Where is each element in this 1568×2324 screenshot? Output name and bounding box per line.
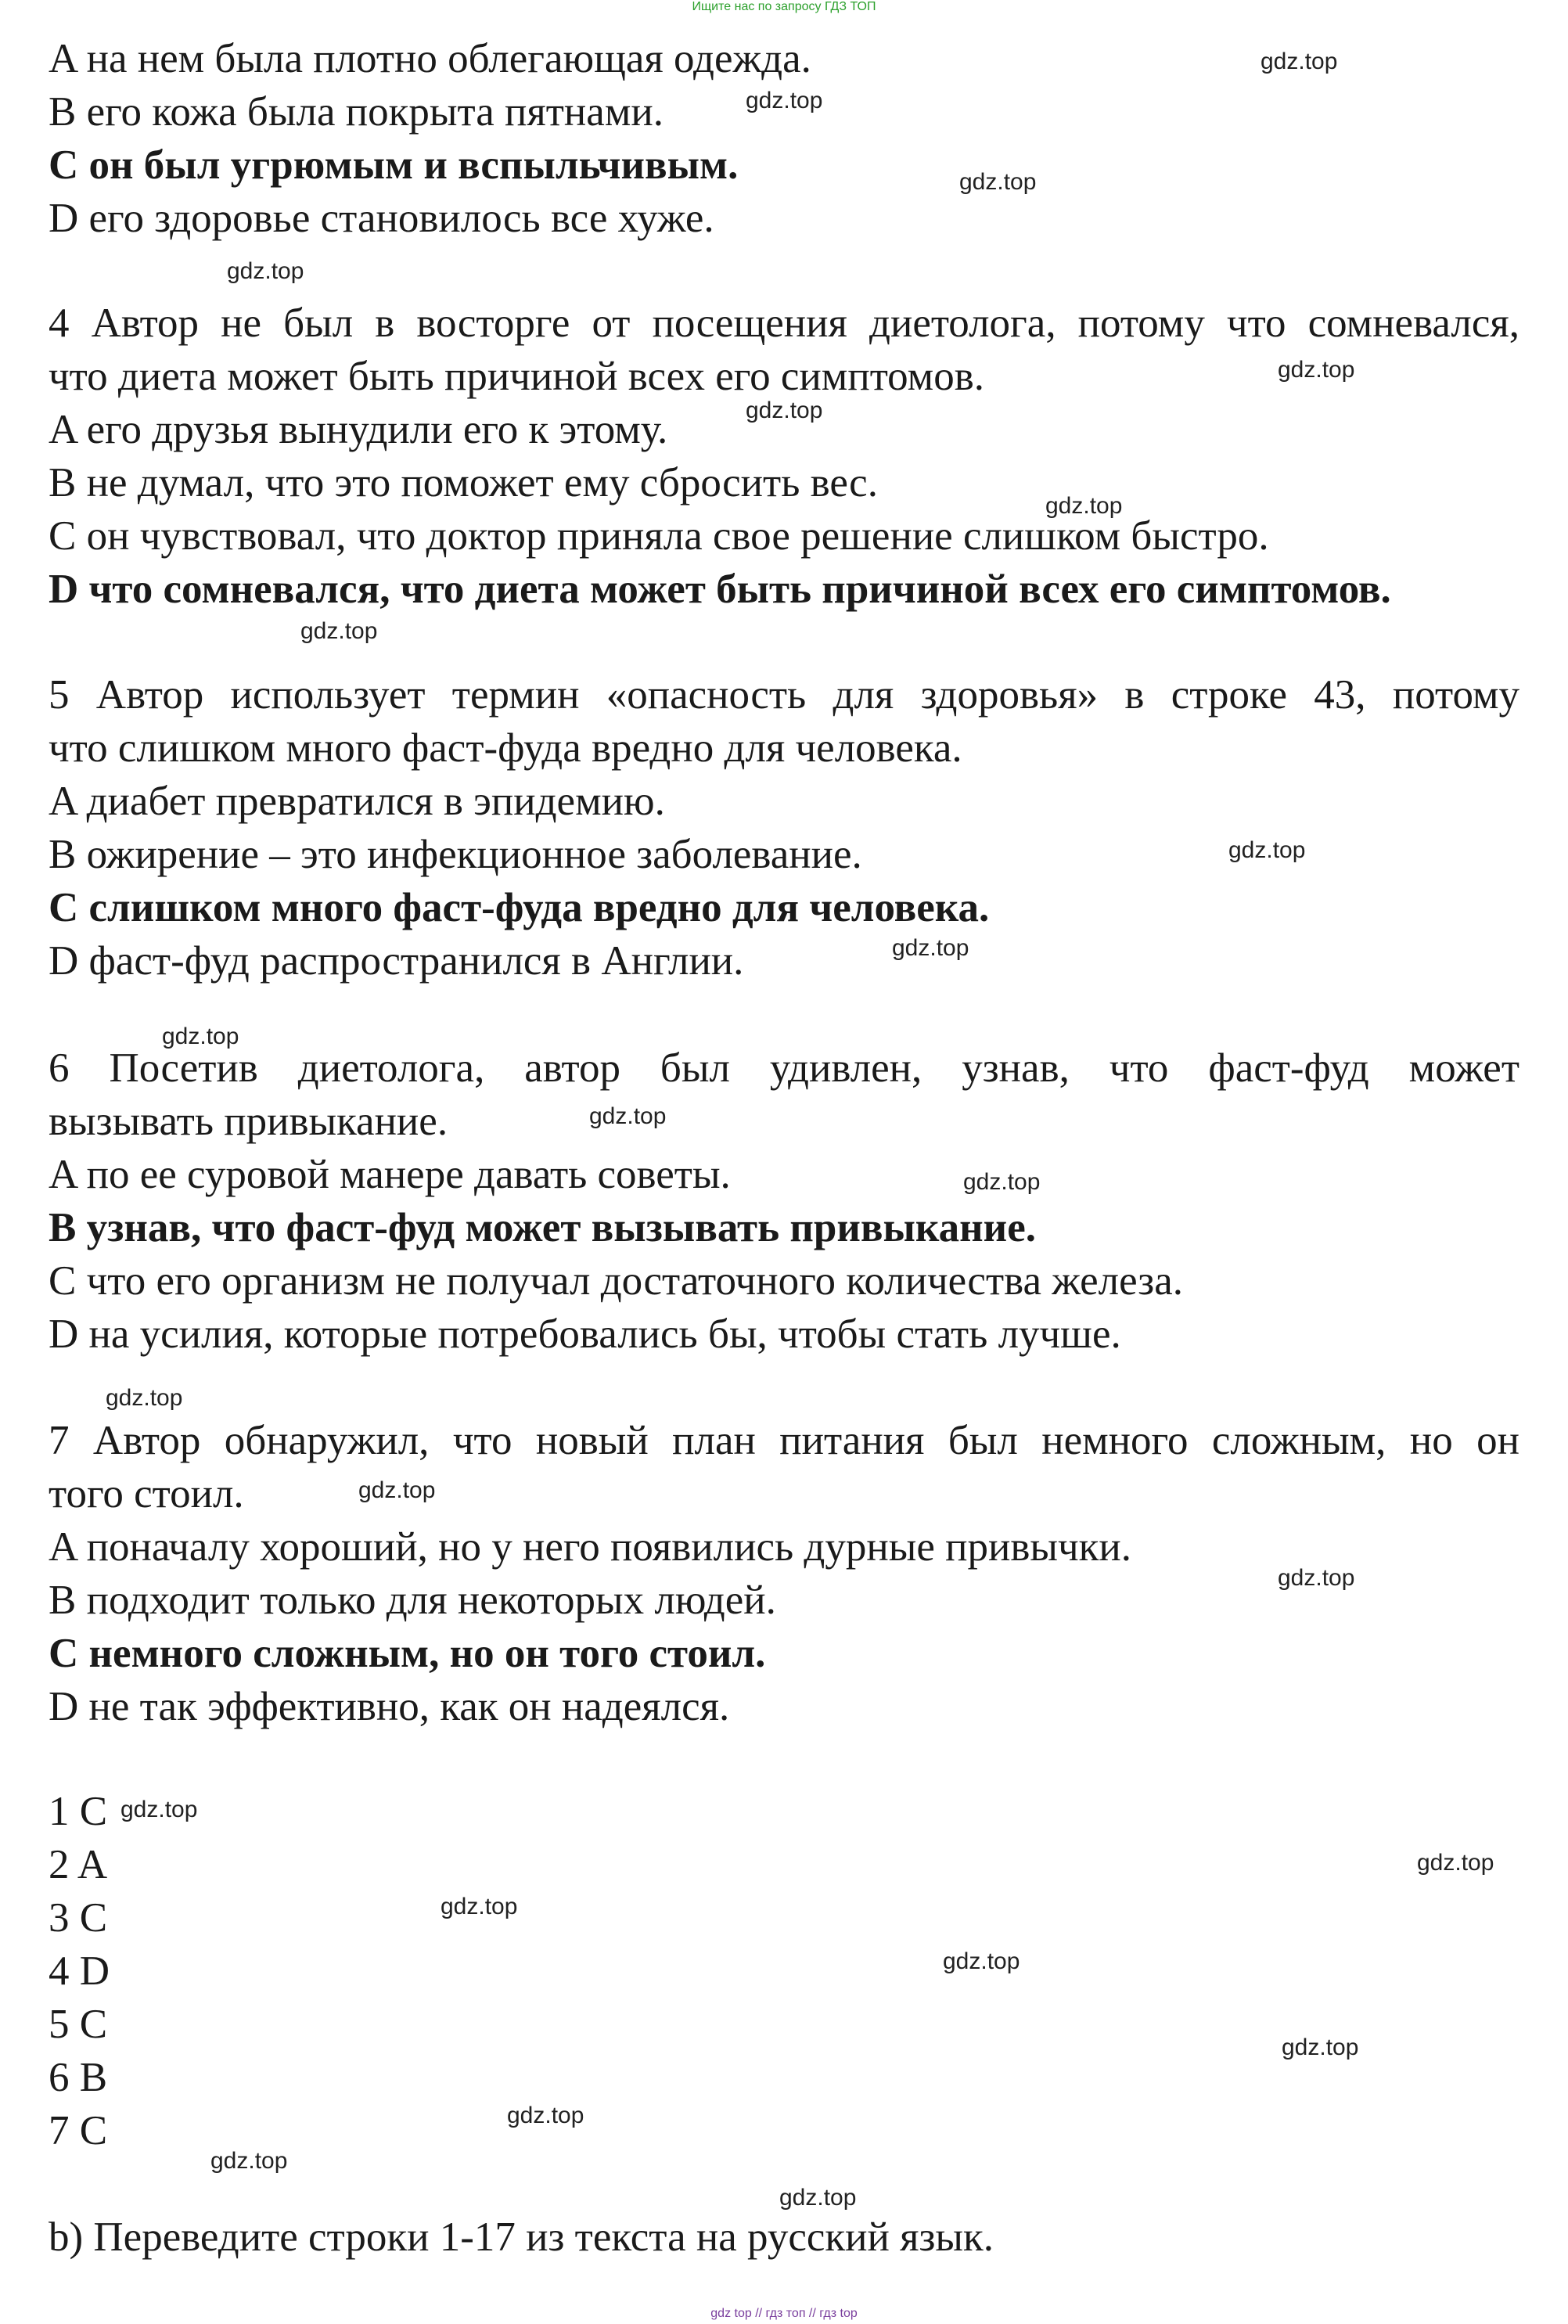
answer-3: 3 C xyxy=(49,1895,108,1941)
watermark: gdz.top xyxy=(300,618,378,644)
q4-option-a: A его друзья вынудили его к этому. xyxy=(49,407,668,452)
answer-1: 1 C xyxy=(49,1789,108,1834)
watermark: gdz.top xyxy=(943,1948,1020,1974)
watermark: gdz.top xyxy=(1278,357,1355,383)
answer-2: 2 A xyxy=(49,1842,108,1887)
q6-option-a: A по ее суровой манере давать советы. xyxy=(49,1152,731,1197)
q3-option-d: D его здоровье становилось все хуже. xyxy=(49,196,714,241)
watermark: gdz.top xyxy=(227,258,304,284)
q6-option-b-correct: B узнав, что фаст-фуд может вызывать привыкание. xyxy=(49,1205,1036,1250)
q7-option-d: D не так эффективно, как он надеялся. xyxy=(49,1684,730,1729)
q3-option-b: B его кожа была покрыта пятнами. xyxy=(49,89,664,135)
task-b: b) Переведите строки 1-17 из текста на русский язык. xyxy=(49,2214,994,2260)
watermark: gdz.top xyxy=(106,1385,183,1411)
watermark: gdz.top xyxy=(507,2103,584,2128)
q7-option-c-correct: C немного сложным, но он того стоил. xyxy=(49,1631,766,1676)
top-banner[interactable]: Ищите нас по запросу ГДЗ ТОП xyxy=(692,0,876,13)
watermark: gdz.top xyxy=(162,1023,239,1049)
watermark: gdz.top xyxy=(1045,493,1123,519)
watermark: gdz.top xyxy=(779,2185,857,2211)
q6-stem-line-2: вызывать привыкание. xyxy=(49,1099,448,1144)
q3-option-a: A на нем была плотно облегающая одежда. xyxy=(49,36,811,81)
watermark: gdz.top xyxy=(1417,1850,1494,1876)
answer-4: 4 D xyxy=(49,1948,110,1994)
q4-option-b: B не думал, что это поможет ему сбросить вес. xyxy=(49,460,878,505)
q7-option-b: B подходит только для некоторых людей. xyxy=(49,1578,776,1623)
bottom-banner[interactable]: gdz top // гдз топ // гдз top xyxy=(710,2307,858,2320)
q7-stem-line-2: того стоил. xyxy=(49,1471,244,1516)
q7-stem-line-1: 7 Автор обнаружил, что новый план питания был немного сложным, но он xyxy=(49,1418,1519,1463)
q6-option-d: D на усилия, которые потребовались бы, чтобы стать лучше. xyxy=(49,1311,1121,1357)
watermark: gdz.top xyxy=(959,169,1037,195)
watermark: gdz.top xyxy=(210,2148,288,2174)
q7-option-a: A поначалу хороший, но у него появились дурные привычки. xyxy=(49,1524,1131,1570)
q4-stem-line-1: 4 Автор не был в восторге от посещения диетолога, потому что сомневался, xyxy=(49,300,1519,346)
q5-stem-line-2: что слишком много фаст-фуда вредно для человека. xyxy=(49,725,962,771)
q6-stem-line-1: 6 Посетив диетолога, автор был удивлен, узнав, что фаст-фуд может xyxy=(49,1045,1519,1091)
q5-stem-line-1: 5 Автор использует термин «опасность для здоровья» в строке 43, потому xyxy=(49,672,1519,718)
watermark: gdz.top xyxy=(1282,2034,1359,2060)
q5-option-b: B ожирение – это инфекционное заболевание. xyxy=(49,832,862,877)
watermark: gdz.top xyxy=(358,1477,436,1503)
watermark: gdz.top xyxy=(892,935,969,961)
q5-option-d: D фаст-фуд распространился в Англии. xyxy=(49,938,744,984)
q4-stem-line-2: что диета может быть причиной всех его симптомов. xyxy=(49,354,984,399)
watermark: gdz.top xyxy=(1228,837,1306,863)
q6-option-c: C что его организм не получал достаточного количества железа. xyxy=(49,1258,1183,1304)
answer-7: 7 C xyxy=(49,2108,108,2153)
watermark: gdz.top xyxy=(589,1103,667,1129)
watermark: gdz.top xyxy=(120,1797,198,1822)
q4-option-c: C он чувствовал, что доктор приняла свое решение слишком быстро. xyxy=(49,513,1269,559)
answer-6: 6 B xyxy=(49,2055,108,2100)
watermark: gdz.top xyxy=(746,398,823,423)
answer-5: 5 C xyxy=(49,2002,108,2047)
watermark: gdz.top xyxy=(1261,49,1338,74)
q4-option-d-correct: D что сомневался, что диета может быть причиной всех его симптомов. xyxy=(49,567,1391,612)
watermark: gdz.top xyxy=(746,88,823,113)
q5-option-c-correct: C слишком много фаст-фуда вредно для человека. xyxy=(49,885,990,930)
watermark: gdz.top xyxy=(963,1169,1041,1195)
watermark: gdz.top xyxy=(441,1894,518,1919)
watermark: gdz.top xyxy=(1278,1565,1355,1591)
q3-option-c-correct: C он был угрюмым и вспыльчивым. xyxy=(49,142,739,188)
q5-option-a: A диабет превратился в эпидемию. xyxy=(49,779,665,824)
